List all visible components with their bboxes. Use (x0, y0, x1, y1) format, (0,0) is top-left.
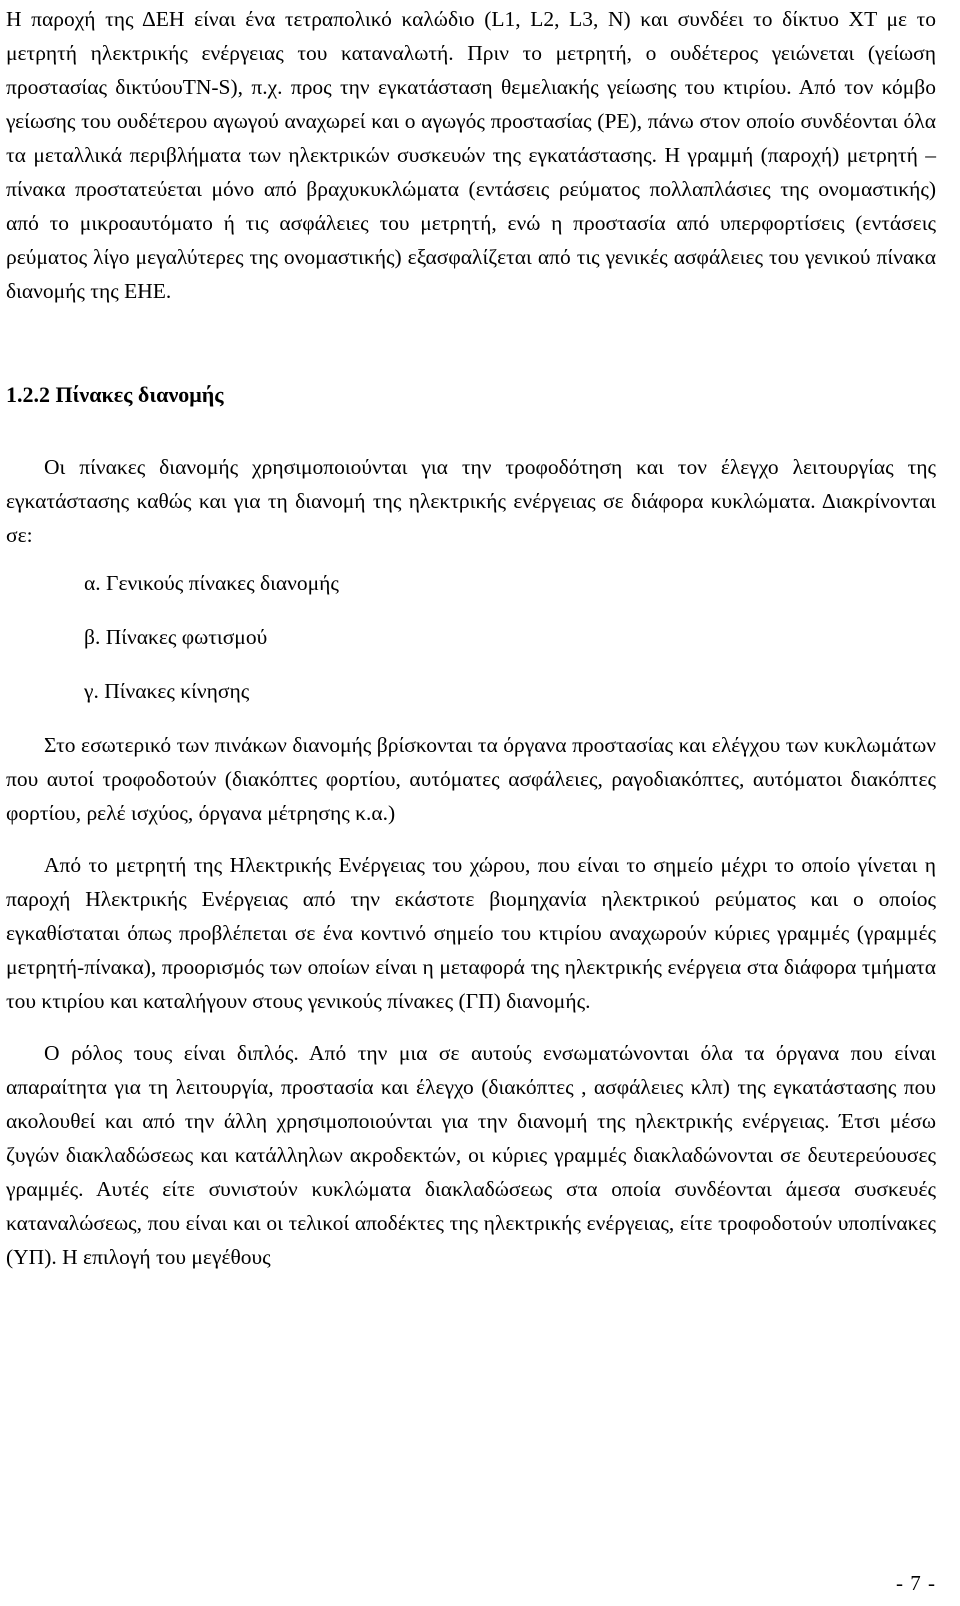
list-item: α. Γενικούς πίνακες διανομής (84, 571, 339, 595)
list-item: β. Πίνακες φωτισμού (84, 625, 268, 649)
page-number: - 7 - (896, 1571, 936, 1595)
paragraph-supply-description: Η παροχή της ΔΕΗ είναι ένα τετραπολικό καλώδιο (L1, L2, L3, N) και συνδέει το δίκτυο ΧΤ με το μετρητή ηλεκτρικής ενέργειας του καταναλωτή. Πριν το μετρητή, ο ουδέτερος γειώνεται (γείωση προστασίας δικτύουTN-S), π.χ. προς την εγκατάσταση θεμελιακής γείωσης του κτιρίου. Από τον κόμβο γείωσης του ουδέτερου αγωγού αναχωρεί και ο αγωγός προστασίας (PE), πάνω στον οποίο συνδέονται όλα τα μεταλλικά περιβλήματα των ηλεκτρικών συσκευών της εγκατάστασης. Η γραμμή (παροχή) μετρητή – πίνακα προστατεύεται μόνο από βραχυκυκλώματα (εντάσεις ρεύματος πολλαπλάσιες της ονομαστικής) από το μικροαυτόματο ή τις ασφάλειες του μετρητή, ενώ η προστασία από υπερφορτίσεις (εντάσεις ρεύματος λίγο μεγαλύτερες της ονομαστικής) εξασφαλίζεται από τις γενικές ασφάλειες του γενικού πίνακα διανομής της ΕΗΕ. (6, 7, 936, 303)
document-page (6, 0, 936, 1274)
paragraph-main-lines: Από το μετρητή της Ηλεκτρικής Ενέργειας του χώρου, που είναι το σημείο μέχρι το οποίο γίνεται η παροχή Ηλεκτρικής Ενέργειας από την εκάστοτε βιομηχανία ηλεκτρικού ρεύματος και ο οποίος εγκαθίσταται όπως προβλέπεται σε ένα κοντινό σημείο του κτιρίου αναχωρούν κύριες γραμμές (γραμμές μετρητή-πίνακα), προορισμός των οποίων είναι η μεταφορά της ηλεκτρικής ενέργεια στα διάφορα τμήματα του κτιρίου και καταλήγουν στους γενικούς πίνακες (ΓΠ) διανομής. (6, 853, 936, 1013)
paragraph-distribution-boards-intro: Οι πίνακες διανομής χρησιμοποιούνται για την τροφοδότηση και τον έλεγχο λειτουργίας της εγκατάστασης καθώς και για τη διανομή της ηλεκτρικής ενέργειας σε διάφορα κυκλώματα. Διακρίνονται σε: (6, 455, 936, 547)
board-types-list (6, 566, 936, 708)
paragraph-board-contents: Στο εσωτερικό των πινάκων διανομής βρίσκονται τα όργανα προστασίας και ελέγχου των κυκλωμάτων που αυτοί τροφοδοτούν (διακόπτες φορτίου, αυτόματες ασφάλειες, ραγοδιακόπτες, αυτόματοι διακόπτες φορτίου, ρελέ ισχύος, όργανα μέτρησης κ.α.) (6, 733, 936, 825)
paragraph-role-of-boards: Ο ρόλος τους είναι διπλός. Από την μια σε αυτούς ενσωματώνονται όλα τα όργανα που είναι απαραίτητα για τη λειτουργία, προστασία και έλεγχο (διακόπτες , ασφάλειες κλπ) της εγκατάστασης που ακολουθεί και από την άλλη χρησιμοποιούνται για την διανομή της ηλεκτρικής ενέργειας. Έτσι μέσω ζυγών διακλαδώσεως και κατάλληλων ακροδεκτών, οι κύριες γραμμές διακλαδώνονται σε δευτερεύουσες γραμμές. Αυτές είτε συνιστούν κυκλώματα διακλαδώσεως στα οποία συνδέονται άμεσα συσκευές καταναλώσεως, που είναι και οι τελικοί αποδέκτες της ηλεκτρικής ενέργειας, είτε τροφοδοτούν υποπίνακες (ΥΠ). Η επιλογή του μεγέθους (6, 1041, 936, 1269)
section-heading: 1.2.2 Πίνακες διανομής (6, 382, 224, 407)
list-item: γ. Πίνακες κίνησης (84, 679, 250, 703)
